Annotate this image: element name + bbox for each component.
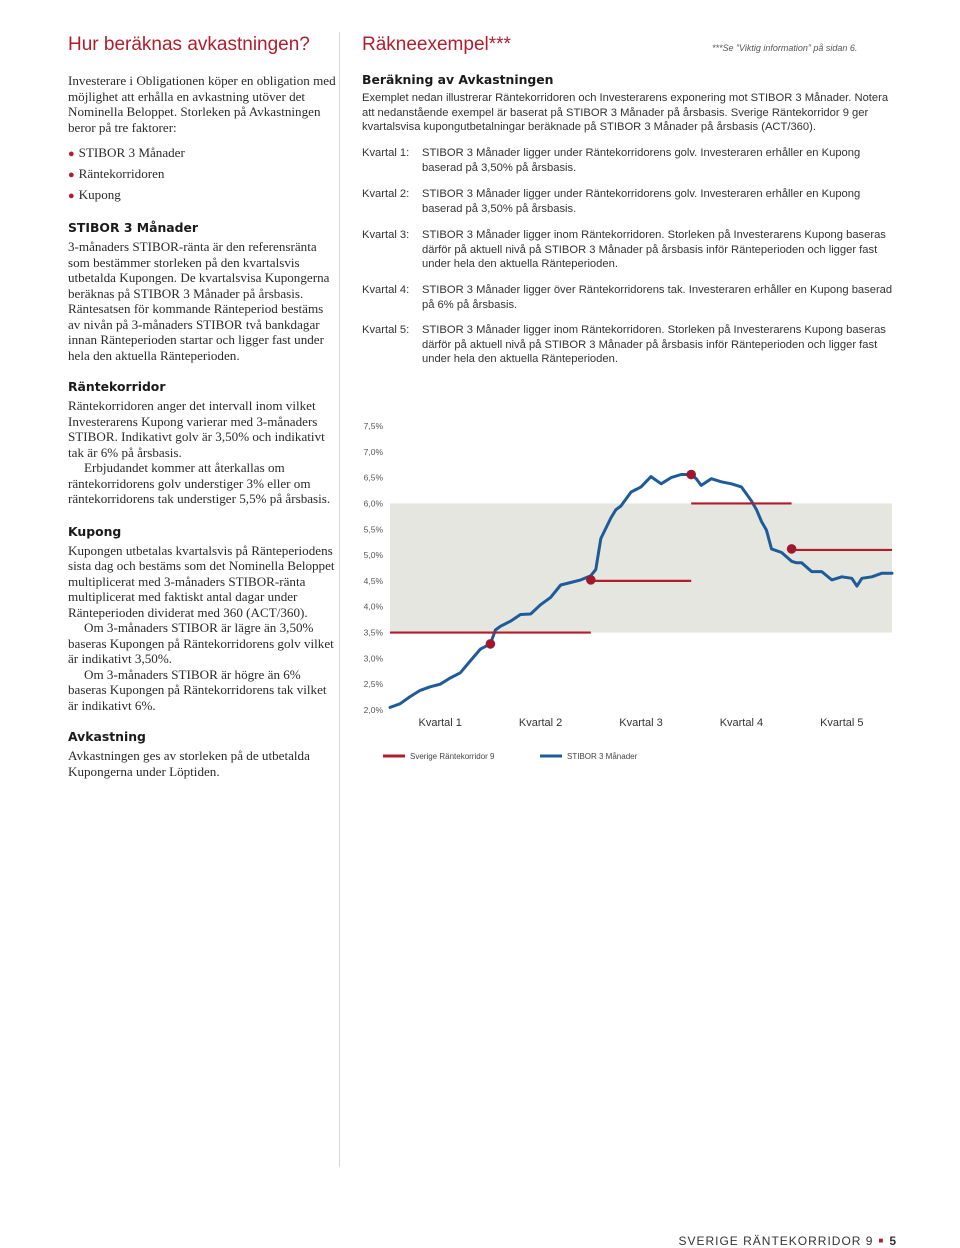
corridor-band (390, 503, 892, 632)
legend-label: Sverige Räntekorridor 9 (410, 752, 495, 761)
return-heading: Avkastning (68, 729, 146, 744)
corridor-heading: Räntekorridor (68, 379, 166, 394)
footnote: ***Se ”Viktig information” på sidan 6. (712, 43, 858, 53)
quarter-text: STIBOR 3 Månader ligger inom Räntekorridoren. Storleken på Investerarens Kupong baseras därför på aktuell nivå på STIBOR 3 Månader på årsbasis inför Ränteperioden och ligger fast under hela den aktuella Ränteperioden. (422, 229, 886, 271)
x-quarter-label: Kvartal 5 (820, 717, 864, 729)
quarter-label: Kvartal 2: (362, 188, 410, 200)
quarter-label: Kvartal 3: (362, 229, 410, 241)
list-item: ● Kupong (68, 187, 121, 202)
list-item: ● STIBOR 3 Månader (68, 145, 185, 160)
document-name: SVERIGE RÄNTEKORRIDOR 9 (678, 1234, 874, 1248)
stibor-corridor-chart (350, 405, 910, 765)
bullet-icon: ● (68, 169, 75, 181)
quarter-label: Kvartal 5: (362, 324, 410, 336)
y-tick-label: 6,5% (363, 472, 383, 483)
y-tick-label: 2,0% (363, 705, 383, 715)
column-divider (339, 32, 340, 1167)
quarter-text: STIBOR 3 Månader ligger under Räntekorridorens golv. Investeraren erhåller en Kupong baserad på 3,50% på årsbasis. (422, 147, 861, 174)
x-quarter-label: Kvartal 3 (619, 717, 663, 729)
bullet-icon: ● (68, 190, 75, 202)
page-number: 5 (889, 1234, 896, 1248)
stibor-text: 3-månaders STIBOR-ränta är den referensränta som bestämmer storleken på den kvartalsvis utbetalda Kupongen. De kvartalsvisa Kupongerna beräknas på STIBOR 3 Månader på årsbasis. Räntesatsen för kommande Ränteperiod bestäms av nivån på 3-månaders STIBOR två bankdagar innan Ränteperioden startar och ligger fast under hela den aktuella Ränteperioden. (68, 239, 330, 363)
factor-list (68, 143, 336, 206)
quarter-text: STIBOR 3 Månader ligger över Räntekorridorens tak. Investeraren erhåller en Kupong baserad på 6% på årsbasis. (422, 284, 893, 311)
fixing-marker (586, 575, 596, 585)
y-tick-label: 3,0% (363, 653, 383, 664)
y-tick-label: 6,0% (363, 498, 383, 509)
example-title: Räkneexempel*** (362, 34, 511, 55)
return-text: Avkastningen ges av storleken på de utbetalda Kupongerna under Löptiden. (68, 748, 310, 779)
fixing-marker (686, 470, 696, 480)
y-tick-label: 4,5% (363, 575, 383, 586)
page-footer (678, 1234, 896, 1248)
corridor-text: Erbjudandet kommer att återkallas om räntekorridorens golv understiger 3% eller om räntekorridorens tak understiger 5,5% på årsbasis. (68, 460, 331, 506)
quarter-text: STIBOR 3 Månader ligger under Räntekorridorens golv. Investeraren erhåller en Kupong baserad på 3,50% på årsbasis. (422, 188, 861, 215)
intro-text: Investerare i Obligationen köper en obligation med möjlighet att erhålla en avkastning utöver det Nominella Beloppet. Storleken på Avkastningen beror på tre faktorer: (68, 73, 336, 135)
y-tick-label: 3,5% (363, 627, 383, 638)
left-column (68, 32, 336, 779)
y-tick-label: 5,0% (363, 550, 383, 561)
coupon-text: Om 3-månaders STIBOR är högre än 6% baseras Kupongen på Räntekorridorens tak vilket är indikativt 6%. (68, 666, 327, 713)
y-tick-label: 2,5% (363, 679, 383, 690)
y-tick-label: 7,0% (363, 446, 383, 457)
calc-heading: Beräkning av Avkastningen (362, 72, 554, 87)
quarter-label: Kvartal 4: (362, 284, 410, 296)
x-quarter-label: Kvartal 4 (719, 717, 764, 729)
section-title: Hur beräknas avkastningen? (68, 34, 310, 55)
x-quarter-label: Kvartal 1 (418, 717, 462, 729)
bullet-icon: ● (68, 148, 75, 160)
legend-label: STIBOR 3 Månader (567, 752, 638, 761)
y-tick-label: 4,0% (363, 601, 383, 612)
list-item: ● Räntekorridoren (68, 166, 165, 181)
quarter-label: Kvartal 1: (362, 147, 410, 159)
coupon-text: Kupongen utbetalas kvartalsvis på Ränteperiodens sista dag och bestäms som det Nominella Beloppet multiplicerat med 3-månaders STIBOR-ränta multiplicerat med faktiskt antal dagar under Ränteperioden dividerat med 360 (ACT/360). (68, 542, 335, 620)
quarter-text: STIBOR 3 Månader ligger inom Räntekorridoren. Storleken på Investerarens Kupong baseras därför på aktuell nivå på STIBOR 3 Månader på årsbasis inför Ränteperioden och ligger fast under hela den aktuella Ränteperioden. (422, 324, 886, 366)
fixing-marker (787, 544, 797, 554)
stibor-heading: STIBOR 3 Månader (68, 220, 199, 235)
square-icon: ■ (878, 1236, 885, 1245)
coupon-heading: Kupong (68, 523, 122, 539)
y-tick-label: 7,5% (363, 421, 383, 431)
x-quarter-label: Kvartal 2 (518, 717, 563, 729)
y-tick-label: 5,5% (363, 524, 383, 535)
fixing-marker (486, 639, 496, 649)
corridor-text: Räntekorridoren anger det intervall inom vilket Investerarens Kupong varierar med 3-månaders STIBOR. Indikativt golv är 3,50% och indikativt tak är 6% på årsbasis. (68, 398, 325, 460)
calc-description: Exemplet nedan illustrerar Räntekorridoren och Investerarens exponering mot STIBOR 3 Månader. Notera att nedanstående exempel är baserat på STIBOR 3 Månader på årsbasis. Sverige Räntekorridor 9 ger kvartalsvisa kupongutbetalningar beräknade på STIBOR 3 Månader på årsbasis (ACT/360). (362, 92, 889, 134)
coupon-text: Om 3-månaders STIBOR är lägre än 3,50% baseras Kupongen på Räntekorridorens golv vilket är indikativt 3,50%. (68, 620, 334, 666)
